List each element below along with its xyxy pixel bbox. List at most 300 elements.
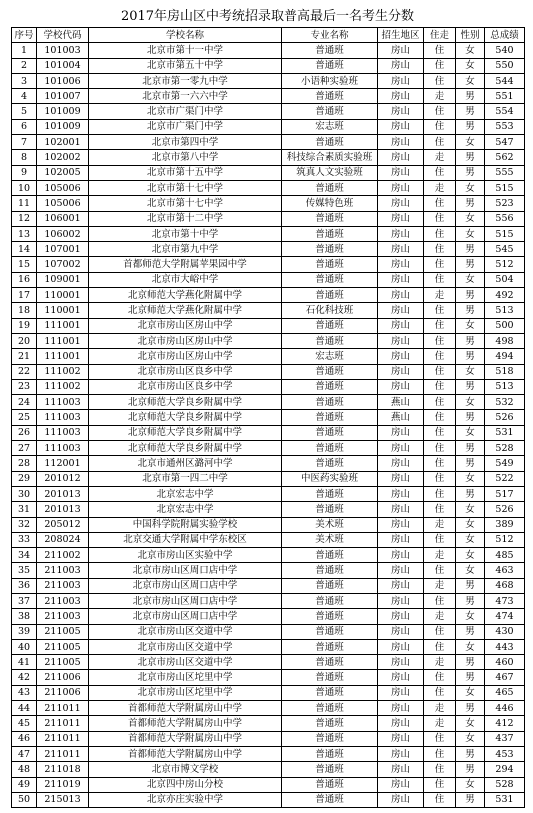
school-code-cell: 109001 (37, 272, 89, 287)
region-cell: 房山 (378, 670, 424, 685)
boarding-cell: 住 (424, 792, 456, 807)
program-cell: 宏志班 (282, 349, 378, 364)
boarding-cell: 住 (424, 43, 456, 58)
score-cell: 550 (485, 58, 525, 73)
region-cell: 房山 (378, 303, 424, 318)
table-row (12, 731, 525, 746)
program-cell: 普通班 (282, 486, 378, 501)
program-cell: 普通班 (282, 777, 378, 792)
boarding-cell: 住 (424, 165, 456, 180)
boarding-cell: 走 (424, 701, 456, 716)
program-cell: 美术班 (282, 532, 378, 547)
index-cell: 19 (12, 318, 37, 333)
boarding-cell: 住 (424, 532, 456, 547)
region-cell: 房山 (378, 364, 424, 379)
program-cell: 普通班 (282, 226, 378, 241)
school-code-cell: 215013 (37, 792, 89, 807)
program-cell: 普通班 (282, 288, 378, 303)
school-code-cell: 102001 (37, 135, 89, 150)
table-row (12, 43, 525, 58)
table-row (12, 211, 525, 226)
school-name-cell: 北京四中房山分校 (89, 777, 282, 792)
index-cell: 14 (12, 242, 37, 257)
gender-cell: 男 (456, 379, 485, 394)
table-row (12, 196, 525, 211)
table-row (12, 486, 525, 501)
gender-cell: 女 (456, 58, 485, 73)
index-cell: 34 (12, 548, 37, 563)
school-code-cell: 107001 (37, 242, 89, 257)
boarding-cell: 住 (424, 364, 456, 379)
index-cell: 12 (12, 211, 37, 226)
school-name-cell: 北京市博文学校 (89, 762, 282, 777)
table-row (12, 272, 525, 287)
region-cell: 房山 (378, 624, 424, 639)
school-code-cell: 101009 (37, 119, 89, 134)
table-row (12, 502, 525, 517)
gender-cell: 男 (456, 670, 485, 685)
score-cell: 526 (485, 502, 525, 517)
school-name-cell: 北京市第十七中学 (89, 180, 282, 195)
index-cell: 6 (12, 119, 37, 134)
table-row (12, 379, 525, 394)
boarding-cell: 住 (424, 471, 456, 486)
score-cell: 562 (485, 150, 525, 165)
school-code-cell: 211003 (37, 578, 89, 593)
index-cell: 24 (12, 395, 37, 410)
school-name-cell: 北京市第八中学 (89, 150, 282, 165)
index-cell: 46 (12, 731, 37, 746)
region-cell: 燕山 (378, 395, 424, 410)
table-row (12, 303, 525, 318)
region-cell: 房山 (378, 471, 424, 486)
table-row (12, 73, 525, 88)
score-cell: 468 (485, 578, 525, 593)
boarding-cell: 住 (424, 119, 456, 134)
gender-cell: 男 (456, 486, 485, 501)
school-code-cell: 211005 (37, 639, 89, 654)
region-cell: 房山 (378, 89, 424, 104)
program-cell: 普通班 (282, 578, 378, 593)
score-table (11, 27, 525, 808)
score-cell: 515 (485, 226, 525, 241)
program-cell: 普通班 (282, 135, 378, 150)
index-cell: 13 (12, 226, 37, 241)
index-cell: 39 (12, 624, 37, 639)
school-name-cell: 北京市房山区良乡中学 (89, 364, 282, 379)
program-cell: 普通班 (282, 762, 378, 777)
table-row (12, 532, 525, 547)
school-code-cell: 101007 (37, 89, 89, 104)
gender-cell: 女 (456, 532, 485, 547)
school-name-cell: 首都师范大学附属房山中学 (89, 746, 282, 761)
region-cell: 房山 (378, 257, 424, 272)
program-cell: 普通班 (282, 425, 378, 440)
school-name-cell: 北京师范大学燕化附属中学 (89, 288, 282, 303)
region-cell: 房山 (378, 746, 424, 761)
school-code-cell: 102002 (37, 150, 89, 165)
school-name-cell: 北京市房山区房山中学 (89, 318, 282, 333)
region-cell: 房山 (378, 792, 424, 807)
table-row (12, 226, 525, 241)
region-cell: 房山 (378, 593, 424, 608)
school-name-cell: 北京市房山区坨里中学 (89, 670, 282, 685)
region-cell: 房山 (378, 226, 424, 241)
school-name-cell: 北京市大峪中学 (89, 272, 282, 287)
boarding-cell: 住 (424, 639, 456, 654)
school-name-cell: 北京市房山区周口店中学 (89, 563, 282, 578)
school-code-cell: 211003 (37, 563, 89, 578)
score-cell: 485 (485, 548, 525, 563)
region-cell: 房山 (378, 272, 424, 287)
program-cell: 普通班 (282, 731, 378, 746)
table-row (12, 104, 525, 119)
boarding-cell: 住 (424, 211, 456, 226)
table-row (12, 746, 525, 761)
region-cell: 房山 (378, 211, 424, 226)
program-cell: 普通班 (282, 89, 378, 104)
gender-cell: 男 (456, 410, 485, 425)
boarding-cell: 走 (424, 517, 456, 532)
school-name-cell: 北京交通大学附属中学东校区 (89, 532, 282, 547)
region-cell: 房山 (378, 731, 424, 746)
school-name-cell: 北京市房山区周口店中学 (89, 609, 282, 624)
boarding-cell: 走 (424, 716, 456, 731)
index-cell: 17 (12, 288, 37, 303)
score-cell: 465 (485, 685, 525, 700)
index-cell: 23 (12, 379, 37, 394)
gender-cell: 男 (456, 242, 485, 257)
boarding-cell: 住 (424, 303, 456, 318)
program-cell: 普通班 (282, 701, 378, 716)
index-cell: 45 (12, 716, 37, 731)
index-cell: 10 (12, 180, 37, 195)
program-cell: 普通班 (282, 563, 378, 578)
score-cell: 523 (485, 196, 525, 211)
col-header-program: 专业名称 (282, 28, 378, 43)
gender-cell: 女 (456, 502, 485, 517)
score-cell: 512 (485, 257, 525, 272)
score-cell: 474 (485, 609, 525, 624)
index-cell: 25 (12, 410, 37, 425)
program-cell: 普通班 (282, 410, 378, 425)
index-cell: 35 (12, 563, 37, 578)
score-cell: 492 (485, 288, 525, 303)
school-code-cell: 105006 (37, 180, 89, 195)
score-cell: 467 (485, 670, 525, 685)
program-cell: 普通班 (282, 379, 378, 394)
index-cell: 30 (12, 486, 37, 501)
school-code-cell: 211002 (37, 548, 89, 563)
score-cell: 528 (485, 441, 525, 456)
program-cell: 普通班 (282, 685, 378, 700)
gender-cell: 女 (456, 716, 485, 731)
index-cell: 11 (12, 196, 37, 211)
gender-cell: 女 (456, 364, 485, 379)
school-name-cell: 北京市第九中学 (89, 242, 282, 257)
school-code-cell: 107002 (37, 257, 89, 272)
school-code-cell: 208024 (37, 532, 89, 547)
boarding-cell: 走 (424, 180, 456, 195)
boarding-cell: 住 (424, 593, 456, 608)
col-header-region: 招生地区 (378, 28, 424, 43)
program-cell: 普通班 (282, 43, 378, 58)
gender-cell: 男 (456, 257, 485, 272)
school-code-cell: 111002 (37, 364, 89, 379)
school-code-cell: 201012 (37, 471, 89, 486)
gender-cell: 男 (456, 624, 485, 639)
boarding-cell: 住 (424, 333, 456, 348)
program-cell: 普通班 (282, 548, 378, 563)
school-name-cell: 首都师范大学附属苹果园中学 (89, 257, 282, 272)
index-cell: 4 (12, 89, 37, 104)
gender-cell: 女 (456, 471, 485, 486)
score-cell: 518 (485, 364, 525, 379)
school-name-cell: 北京市房山区良乡中学 (89, 379, 282, 394)
table-row (12, 716, 525, 731)
col-header-total-score: 总成绩 (485, 28, 525, 43)
table-row (12, 58, 525, 73)
table-row (12, 150, 525, 165)
score-cell: 544 (485, 73, 525, 88)
school-code-cell: 101006 (37, 73, 89, 88)
score-cell: 554 (485, 104, 525, 119)
region-cell: 房山 (378, 333, 424, 348)
gender-cell: 男 (456, 593, 485, 608)
school-code-cell: 211003 (37, 593, 89, 608)
index-cell: 42 (12, 670, 37, 685)
score-cell: 528 (485, 777, 525, 792)
school-code-cell: 111003 (37, 425, 89, 440)
school-code-cell: 101009 (37, 104, 89, 119)
boarding-cell: 住 (424, 272, 456, 287)
region-cell: 房山 (378, 441, 424, 456)
table-row (12, 762, 525, 777)
score-cell: 531 (485, 792, 525, 807)
table-row (12, 471, 525, 486)
gender-cell: 男 (456, 150, 485, 165)
school-code-cell: 211011 (37, 746, 89, 761)
school-code-cell: 111001 (37, 318, 89, 333)
table-row (12, 318, 525, 333)
region-cell: 房山 (378, 242, 424, 257)
program-cell: 普通班 (282, 104, 378, 119)
table-body (12, 43, 525, 808)
school-code-cell: 211019 (37, 777, 89, 792)
index-cell: 26 (12, 425, 37, 440)
gender-cell: 男 (456, 288, 485, 303)
program-cell: 普通班 (282, 318, 378, 333)
score-cell: 553 (485, 119, 525, 134)
score-cell: 389 (485, 517, 525, 532)
program-cell: 美术班 (282, 517, 378, 532)
gender-cell: 男 (456, 578, 485, 593)
region-cell: 房山 (378, 762, 424, 777)
boarding-cell: 住 (424, 777, 456, 792)
table-row (12, 624, 525, 639)
gender-cell: 女 (456, 272, 485, 287)
score-cell: 437 (485, 731, 525, 746)
score-cell: 430 (485, 624, 525, 639)
school-code-cell: 211011 (37, 731, 89, 746)
index-cell: 44 (12, 701, 37, 716)
table-row (12, 685, 525, 700)
school-code-cell: 211018 (37, 762, 89, 777)
index-cell: 28 (12, 456, 37, 471)
region-cell: 房山 (378, 609, 424, 624)
program-cell: 普通班 (282, 593, 378, 608)
gender-cell: 女 (456, 777, 485, 792)
school-name-cell: 北京市房山区坨里中学 (89, 685, 282, 700)
school-code-cell: 211006 (37, 685, 89, 700)
program-cell: 普通班 (282, 502, 378, 517)
gender-cell: 女 (456, 395, 485, 410)
score-cell: 453 (485, 746, 525, 761)
school-name-cell: 北京市第一四二中学 (89, 471, 282, 486)
school-name-cell: 北京市广渠门中学 (89, 119, 282, 134)
school-code-cell: 101003 (37, 43, 89, 58)
score-cell: 556 (485, 211, 525, 226)
school-code-cell: 111001 (37, 349, 89, 364)
school-name-cell: 北京师范大学燕化附属中学 (89, 303, 282, 318)
school-name-cell: 北京师范大学良乡附属中学 (89, 395, 282, 410)
index-cell: 37 (12, 593, 37, 608)
boarding-cell: 住 (424, 395, 456, 410)
index-cell: 32 (12, 517, 37, 532)
school-name-cell: 北京亦庄实验中学 (89, 792, 282, 807)
school-code-cell: 201013 (37, 486, 89, 501)
gender-cell: 男 (456, 441, 485, 456)
index-cell: 48 (12, 762, 37, 777)
index-cell: 50 (12, 792, 37, 807)
gender-cell: 女 (456, 211, 485, 226)
index-cell: 36 (12, 578, 37, 593)
boarding-cell: 走 (424, 288, 456, 303)
gender-cell: 女 (456, 639, 485, 654)
boarding-cell: 住 (424, 486, 456, 501)
score-cell: 517 (485, 486, 525, 501)
boarding-cell: 住 (424, 318, 456, 333)
program-cell: 普通班 (282, 609, 378, 624)
gender-cell: 女 (456, 731, 485, 746)
region-cell: 房山 (378, 777, 424, 792)
col-header-index: 序号 (12, 28, 37, 43)
table-row (12, 257, 525, 272)
score-cell: 515 (485, 180, 525, 195)
index-cell: 7 (12, 135, 37, 150)
col-header-school-name: 学校名称 (89, 28, 282, 43)
school-code-cell: 211011 (37, 701, 89, 716)
gender-cell: 男 (456, 196, 485, 211)
index-cell: 33 (12, 532, 37, 547)
region-cell: 房山 (378, 425, 424, 440)
region-cell: 房山 (378, 135, 424, 150)
boarding-cell: 走 (424, 548, 456, 563)
score-cell: 504 (485, 272, 525, 287)
index-cell: 47 (12, 746, 37, 761)
region-cell: 房山 (378, 196, 424, 211)
table-row (12, 670, 525, 685)
school-code-cell: 106002 (37, 226, 89, 241)
boarding-cell: 住 (424, 226, 456, 241)
school-code-cell: 111002 (37, 379, 89, 394)
region-cell: 房山 (378, 58, 424, 73)
program-cell: 普通班 (282, 180, 378, 195)
gender-cell: 男 (456, 792, 485, 807)
gender-cell: 女 (456, 318, 485, 333)
index-cell: 21 (12, 349, 37, 364)
school-name-cell: 北京市第十中学 (89, 226, 282, 241)
boarding-cell: 走 (424, 89, 456, 104)
index-cell: 27 (12, 441, 37, 456)
program-cell: 普通班 (282, 624, 378, 639)
school-name-cell: 北京市房山区交道中学 (89, 624, 282, 639)
region-cell: 房山 (378, 517, 424, 532)
score-cell: 294 (485, 762, 525, 777)
score-cell: 473 (485, 593, 525, 608)
school-name-cell: 首都师范大学附属房山中学 (89, 701, 282, 716)
program-cell: 筑真人文实验班 (282, 165, 378, 180)
index-cell: 40 (12, 639, 37, 654)
program-cell: 普通班 (282, 670, 378, 685)
boarding-cell: 住 (424, 242, 456, 257)
school-code-cell: 111003 (37, 441, 89, 456)
school-code-cell: 211005 (37, 624, 89, 639)
gender-cell: 男 (456, 762, 485, 777)
region-cell: 房山 (378, 685, 424, 700)
school-name-cell: 北京市房山区交道中学 (89, 639, 282, 654)
school-code-cell: 205012 (37, 517, 89, 532)
region-cell: 房山 (378, 150, 424, 165)
boarding-cell: 住 (424, 502, 456, 517)
boarding-cell: 住 (424, 58, 456, 73)
program-cell: 科技综合素质实验班 (282, 150, 378, 165)
program-cell: 传媒特色班 (282, 196, 378, 211)
school-name-cell: 北京市第四中学 (89, 135, 282, 150)
table-row (12, 349, 525, 364)
school-name-cell: 北京宏志中学 (89, 486, 282, 501)
school-name-cell: 北京市房山区房山中学 (89, 333, 282, 348)
table-row (12, 364, 525, 379)
region-cell: 房山 (378, 548, 424, 563)
table-row (12, 333, 525, 348)
score-cell: 551 (485, 89, 525, 104)
school-name-cell: 首都师范大学附属房山中学 (89, 731, 282, 746)
region-cell: 房山 (378, 104, 424, 119)
boarding-cell: 住 (424, 379, 456, 394)
score-cell: 460 (485, 655, 525, 670)
gender-cell: 女 (456, 563, 485, 578)
boarding-cell: 住 (424, 135, 456, 150)
gender-cell: 男 (456, 456, 485, 471)
school-name-cell: 北京市广渠门中学 (89, 104, 282, 119)
boarding-cell: 住 (424, 441, 456, 456)
region-cell: 房山 (378, 165, 424, 180)
gender-cell: 女 (456, 517, 485, 532)
school-code-cell: 111003 (37, 410, 89, 425)
region-cell: 房山 (378, 655, 424, 670)
school-name-cell: 北京市第十二中学 (89, 211, 282, 226)
region-cell: 房山 (378, 43, 424, 58)
school-code-cell: 211003 (37, 609, 89, 624)
gender-cell: 女 (456, 43, 485, 58)
program-cell: 普通班 (282, 257, 378, 272)
score-cell: 513 (485, 303, 525, 318)
table-row (12, 410, 525, 425)
index-cell: 16 (12, 272, 37, 287)
school-code-cell: 111001 (37, 333, 89, 348)
index-cell: 5 (12, 104, 37, 119)
